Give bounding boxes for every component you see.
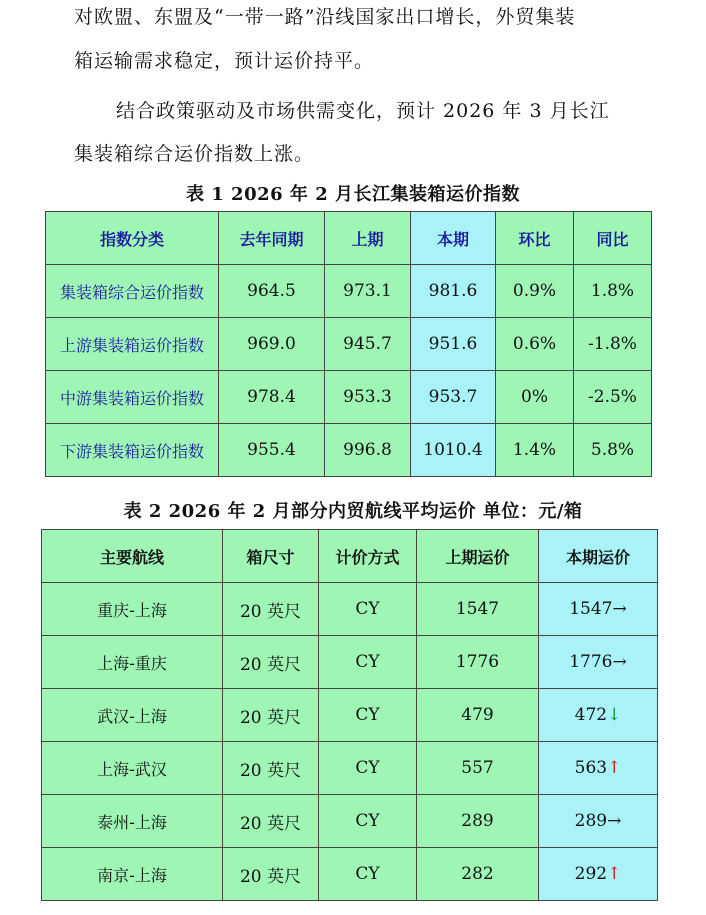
paragraph-line: 结合政策驱动及市场供需变化，预计 2026 年 3 月长江 <box>116 100 610 122</box>
size-cell: 20 英尺 <box>223 583 319 636</box>
size-cell: 20 英尺 <box>223 848 319 901</box>
previous-rate-cell: 1547 <box>417 583 539 636</box>
current-rate-cell <box>539 583 658 636</box>
header-cell: 本期 <box>411 212 496 265</box>
header-cell: 去年同期 <box>219 212 325 265</box>
current-rate-value: 472 <box>574 705 608 725</box>
index-name-cell: 集装箱综合运价指数 <box>46 265 219 318</box>
freight-index-table <box>45 211 652 477</box>
table-cell: 955.4 <box>219 424 325 477</box>
paragraph-line: 集装箱综合运价指数上涨。 <box>74 143 315 165</box>
table-row <box>42 795 658 848</box>
header-cell: 计价方式 <box>319 530 417 583</box>
current-rate-value: 289 <box>574 811 608 831</box>
paragraph-line: 对欧盟、东盟及“一带一路”沿线国家出口增长，外贸集装 <box>74 6 576 28</box>
table-row <box>46 371 652 424</box>
previous-rate-cell: 282 <box>417 848 539 901</box>
size-cell: 20 英尺 <box>223 795 319 848</box>
pricing-method-cell: CY <box>319 636 417 689</box>
table-row <box>42 636 658 689</box>
table-cell: 5.8% <box>574 424 652 477</box>
size-cell: 20 英尺 <box>223 689 319 742</box>
table-row <box>42 583 658 636</box>
table-cell: 973.1 <box>325 265 411 318</box>
current-rate-cell <box>539 689 658 742</box>
current-rate-cell <box>539 742 658 795</box>
table-row <box>46 318 652 371</box>
header-cell: 同比 <box>574 212 652 265</box>
pricing-method-cell: CY <box>319 689 417 742</box>
paragraph-line: 箱运输需求稳定，预计运价持平。 <box>74 50 375 72</box>
table1-caption: 表 1 2026 年 2 月长江集装箱运价指数 <box>186 184 520 205</box>
table-cell: 1010.4 <box>411 424 496 477</box>
table-header-row <box>42 530 658 583</box>
previous-rate-cell: 557 <box>417 742 539 795</box>
route-cell: 南京-上海 <box>42 848 223 901</box>
pricing-method-cell: CY <box>319 742 417 795</box>
header-cell: 环比 <box>496 212 574 265</box>
current-rate-value: 292 <box>574 864 608 884</box>
table-cell: 1.4% <box>496 424 574 477</box>
route-rows <box>42 583 658 901</box>
pricing-method-cell: CY <box>319 583 417 636</box>
current-rate-cell <box>539 636 658 689</box>
current-rate-value: 1776 <box>569 652 613 672</box>
trend-flat-arrow-icon: → <box>607 811 622 831</box>
table-header-row <box>46 212 652 265</box>
table-cell: 964.5 <box>219 265 325 318</box>
route-freight-table <box>41 529 658 901</box>
current-rate-value: 1547 <box>569 599 613 619</box>
trend-flat-arrow-icon: → <box>612 599 627 619</box>
pricing-method-cell: CY <box>319 848 417 901</box>
table-cell: 1.8% <box>574 265 652 318</box>
header-cell: 指数分类 <box>46 212 219 265</box>
table-cell: 0.6% <box>496 318 574 371</box>
table-cell: -2.5% <box>574 371 652 424</box>
header-cell: 主要航线 <box>42 530 223 583</box>
table-cell: 953.7 <box>411 371 496 424</box>
table-cell: 951.6 <box>411 318 496 371</box>
table-cell: -1.8% <box>574 318 652 371</box>
table-cell: 0% <box>496 371 574 424</box>
table-row <box>42 689 658 742</box>
previous-rate-cell: 289 <box>417 795 539 848</box>
table2-caption: 表 2 2026 年 2 月部分内贸航线平均运价 单位：元/箱 <box>123 501 583 522</box>
route-cell: 上海-重庆 <box>42 636 223 689</box>
route-cell: 重庆-上海 <box>42 583 223 636</box>
route-cell: 上海-武汉 <box>42 742 223 795</box>
header-cell: 箱尺寸 <box>223 530 319 583</box>
route-cell: 武汉-上海 <box>42 689 223 742</box>
table-row <box>42 742 658 795</box>
index-name-cell: 下游集装箱运价指数 <box>46 424 219 477</box>
table-cell: 945.7 <box>325 318 411 371</box>
previous-rate-cell: 479 <box>417 689 539 742</box>
current-rate-cell <box>539 848 658 901</box>
header-cell: 上期运价 <box>417 530 539 583</box>
pricing-method-cell: CY <box>319 795 417 848</box>
size-cell: 20 英尺 <box>223 636 319 689</box>
table-row <box>42 848 658 901</box>
index-name-cell: 中游集装箱运价指数 <box>46 371 219 424</box>
table-cell: 969.0 <box>219 318 325 371</box>
current-rate-cell <box>539 795 658 848</box>
header-cell: 本期运价 <box>539 530 658 583</box>
header-cell: 上期 <box>325 212 411 265</box>
table-cell: 0.9% <box>496 265 574 318</box>
trend-up-arrow-icon: ↑ <box>607 758 622 778</box>
trend-flat-arrow-icon: → <box>612 652 627 672</box>
index-name-cell: 上游集装箱运价指数 <box>46 318 219 371</box>
table-row <box>46 424 652 477</box>
table-row <box>46 265 652 318</box>
size-cell: 20 英尺 <box>223 742 319 795</box>
trend-up-arrow-icon: ↑ <box>607 864 622 884</box>
trend-down-arrow-icon: ↓ <box>607 705 622 725</box>
table-cell: 953.3 <box>325 371 411 424</box>
current-rate-value: 563 <box>574 758 608 778</box>
table-cell: 996.8 <box>325 424 411 477</box>
previous-rate-cell: 1776 <box>417 636 539 689</box>
table-cell: 978.4 <box>219 371 325 424</box>
route-cell: 泰州-上海 <box>42 795 223 848</box>
table-cell: 981.6 <box>411 265 496 318</box>
